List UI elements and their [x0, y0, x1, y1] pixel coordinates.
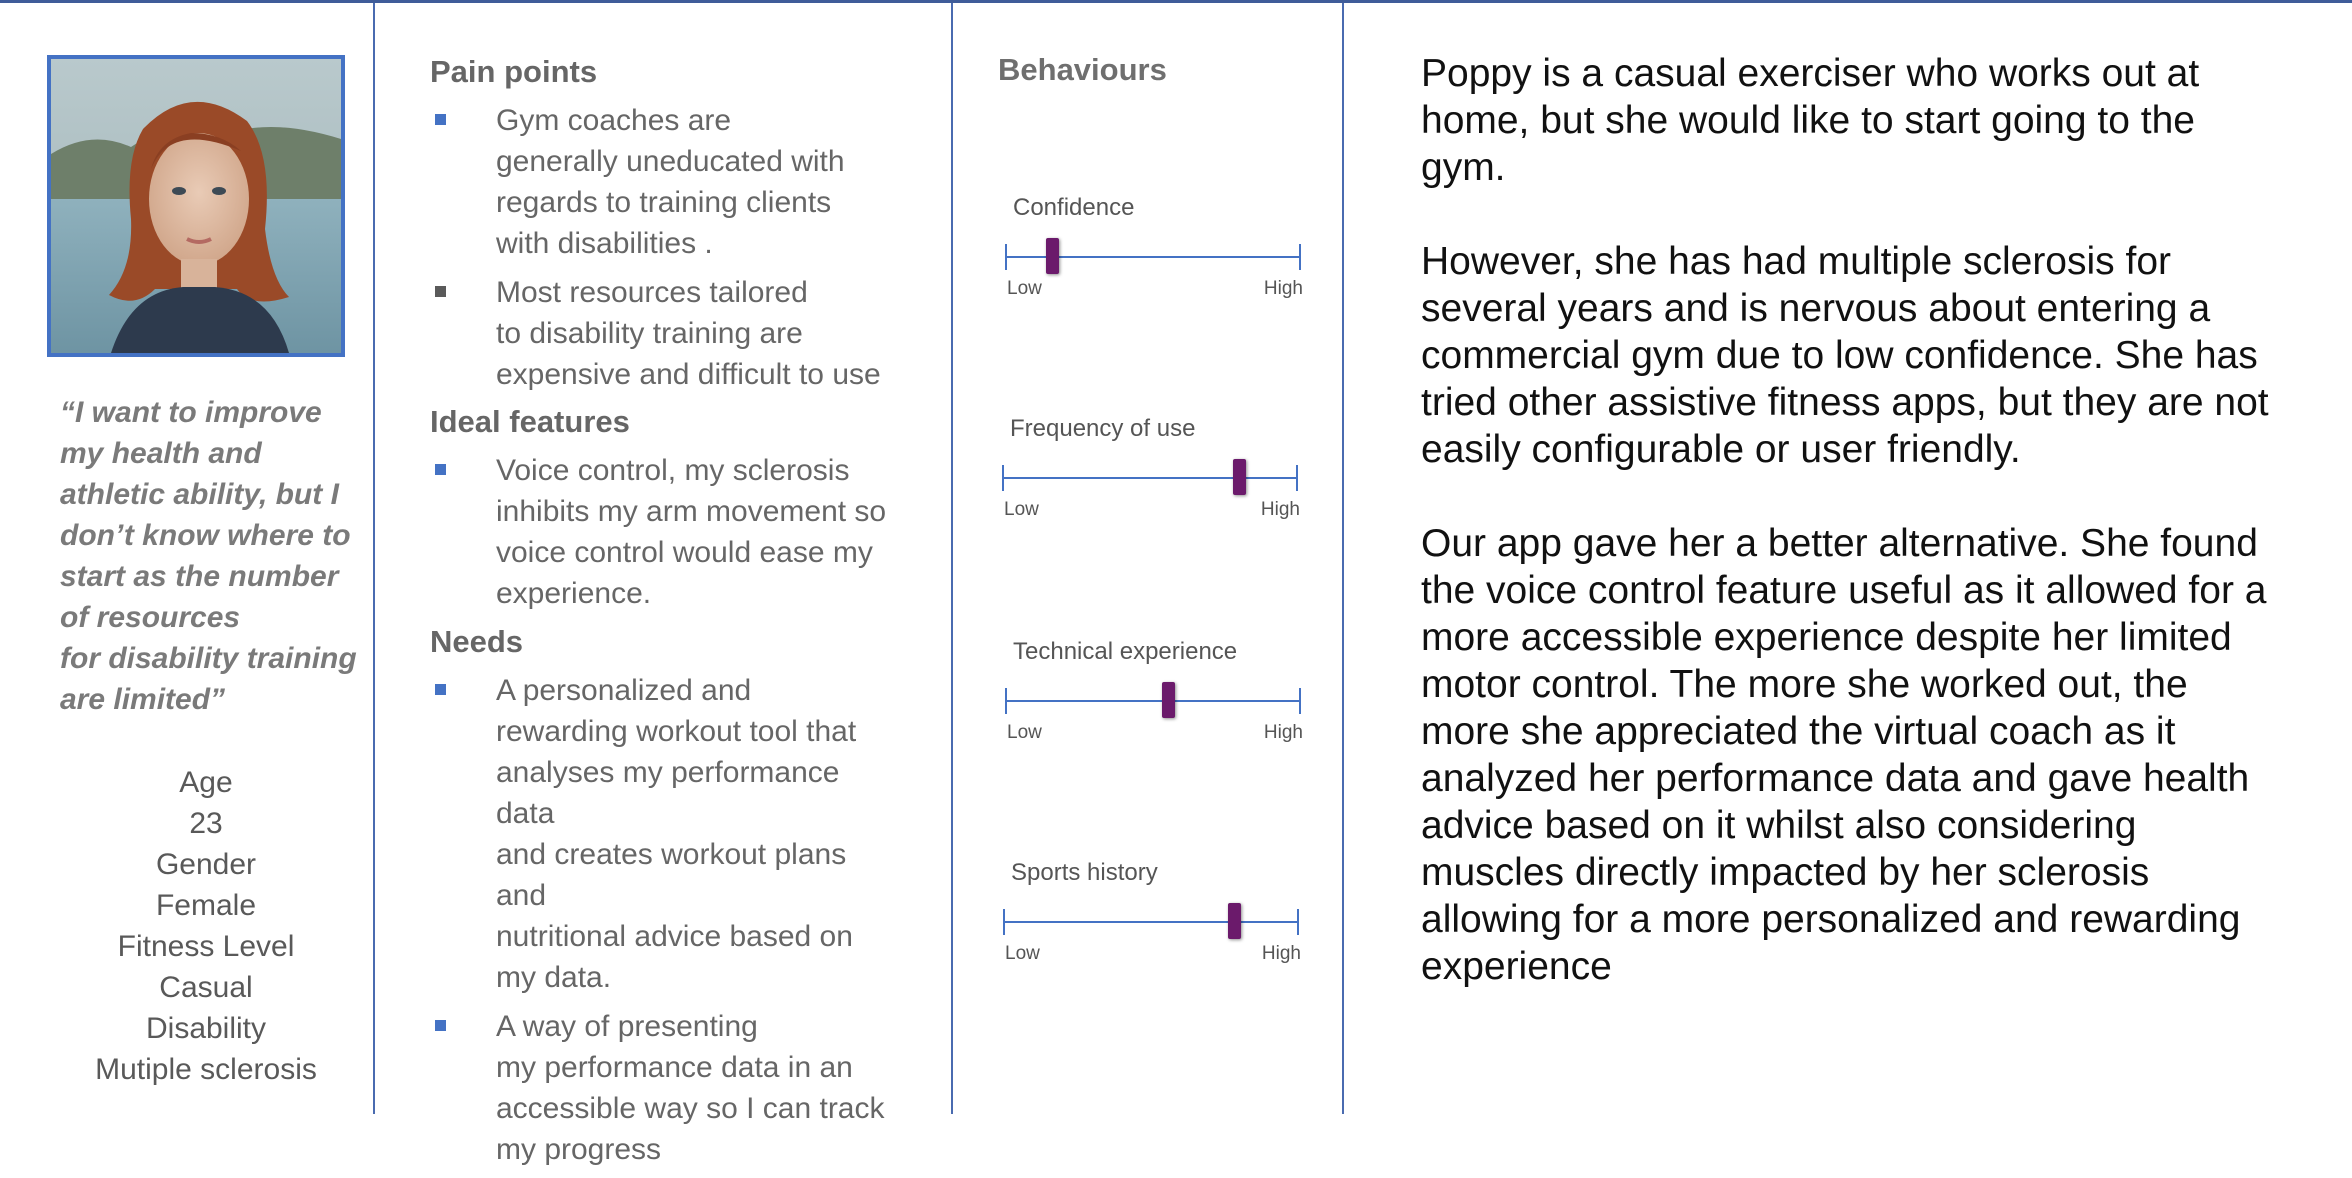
ideal-features-title: Ideal features [430, 404, 630, 439]
ideal-features-list [430, 450, 900, 622]
list-item [430, 100, 900, 264]
slider-label: Confidence [1013, 194, 1135, 221]
behaviours-title: Behaviours [998, 52, 1167, 87]
frequency-of-use-slider[interactable] [1000, 415, 1300, 525]
item-line: Voice control, my sclerosis [496, 454, 850, 487]
story-paragraph: Our app gave her a better alternative. She found the voice control feature useful as it allowed for a more accessible experience despite her limited motor control. The more she worked out, the more she appreciated the virtual coach as it analyzed her performance data and gave health advice based on it whilst also considering muscles directly impacted by her sclerosis allowing for a more personalized and rewarding experience [1421, 522, 2267, 988]
fact-label-age: Age [179, 766, 233, 799]
fact-value-gender: Female [155, 889, 257, 922]
item-line: with disabilities . [496, 227, 713, 260]
quote-line: for disability training [60, 642, 357, 675]
item-line: and creates workout plans and [496, 838, 847, 912]
fact-value-fitness: Casual [159, 971, 253, 1004]
slider-low-label: Low [1005, 943, 1040, 964]
bullet-icon [435, 114, 446, 125]
item-line: rewarding workout tool that [496, 715, 857, 748]
quote-line: are limited” [60, 683, 226, 716]
pain-points-list [430, 100, 900, 403]
slider-high-label: High [1263, 722, 1303, 743]
item-line: Most resources tailored [496, 276, 808, 309]
slider-high-label: High [1263, 278, 1303, 299]
item-line: regards to training clients [496, 186, 832, 219]
list-item [430, 272, 900, 395]
persona-story [1421, 50, 2281, 1037]
item-line: expensive and difficult to use [496, 358, 881, 391]
slider-min-tick [1005, 688, 1007, 714]
quote-line: “I want to improve [60, 396, 322, 429]
item-line: voice control would ease my [496, 536, 873, 569]
list-item [430, 1006, 900, 1170]
item-line: my progress [496, 1133, 662, 1166]
slider-min-tick [1003, 909, 1005, 935]
slider-label: Sports history [1011, 859, 1158, 886]
quote-line: start as the number [60, 560, 339, 593]
item-line: accessible way so I can track [496, 1092, 885, 1125]
slider-thumb[interactable] [1046, 238, 1059, 274]
slider-track [1002, 477, 1298, 479]
bullet-icon [435, 286, 446, 297]
item-line: A personalized and [496, 674, 752, 707]
fact-value-disability: Mutiple sclerosis [95, 1053, 317, 1086]
confidence-slider[interactable] [1003, 194, 1303, 304]
quote-line: my health and [60, 437, 262, 470]
slider-thumb[interactable] [1162, 682, 1175, 718]
fact-label-fitness: Fitness Level [117, 930, 295, 963]
column-divider-3 [1342, 3, 1344, 1114]
list-item [430, 450, 900, 614]
sports-history-slider[interactable] [1001, 859, 1301, 969]
slider-low-label: Low [1004, 499, 1039, 520]
item-line: nutritional advice based on [496, 920, 853, 953]
item-line: generally uneducated with [496, 145, 845, 178]
bullet-icon [435, 684, 446, 695]
slider-thumb[interactable] [1233, 459, 1246, 495]
slider-max-tick [1297, 909, 1299, 935]
pain-points-title: Pain points [430, 54, 598, 89]
item-line: inhibits my arm movement so [496, 495, 887, 528]
list-item [430, 670, 900, 998]
slider-low-label: Low [1007, 722, 1042, 743]
story-paragraph: However, she has had multiple sclerosis for several years and is nervous about entering a commercial gym due to low confidence. She has tried other assistive fitness apps, but they are not easily configurable or user friendly. [1421, 240, 2269, 471]
slider-low-label: Low [1007, 278, 1042, 299]
item-line: Gym coaches are [496, 104, 732, 137]
needs-list [430, 670, 900, 1178]
item-line: experience. [496, 577, 652, 610]
fact-label-gender: Gender [155, 848, 257, 881]
item-line: A way of presenting [496, 1010, 758, 1043]
top-border [0, 0, 2352, 3]
slider-max-tick [1296, 465, 1298, 491]
slider-min-tick [1002, 465, 1004, 491]
quote-line: athletic ability, but I [60, 478, 339, 511]
slider-label: Frequency of use [1010, 415, 1196, 442]
slider-high-label: High [1260, 499, 1300, 520]
story-paragraph: Poppy is a casual exerciser who works out at home, but she would like to start going to the gym. [1421, 52, 2200, 189]
bullet-icon [435, 1020, 446, 1031]
technical-experience-slider[interactable] [1003, 638, 1303, 748]
persona-photo [47, 55, 345, 357]
slider-max-tick [1299, 244, 1301, 270]
quote-line: of resources [60, 601, 241, 634]
bullet-icon [435, 464, 446, 475]
column-divider-1 [373, 3, 375, 1114]
slider-label: Technical experience [1013, 638, 1238, 665]
slider-max-tick [1299, 688, 1301, 714]
item-line: my data. [496, 961, 612, 994]
fact-label-disability: Disability [145, 1012, 267, 1045]
item-line: my performance data in an [496, 1051, 853, 1084]
slider-track [1003, 921, 1299, 923]
column-divider-2 [951, 3, 953, 1114]
persona-quote [60, 392, 360, 720]
quote-line: don’t know where to [60, 519, 351, 552]
item-line: analyses my performance data [496, 756, 840, 830]
persona-facts [60, 762, 352, 1090]
slider-track [1005, 700, 1301, 702]
item-line: to disability training are [496, 317, 803, 350]
slider-high-label: High [1261, 943, 1301, 964]
fact-value-age: 23 [189, 807, 223, 840]
needs-title: Needs [430, 624, 524, 659]
slider-thumb[interactable] [1228, 903, 1241, 939]
slider-min-tick [1005, 244, 1007, 270]
